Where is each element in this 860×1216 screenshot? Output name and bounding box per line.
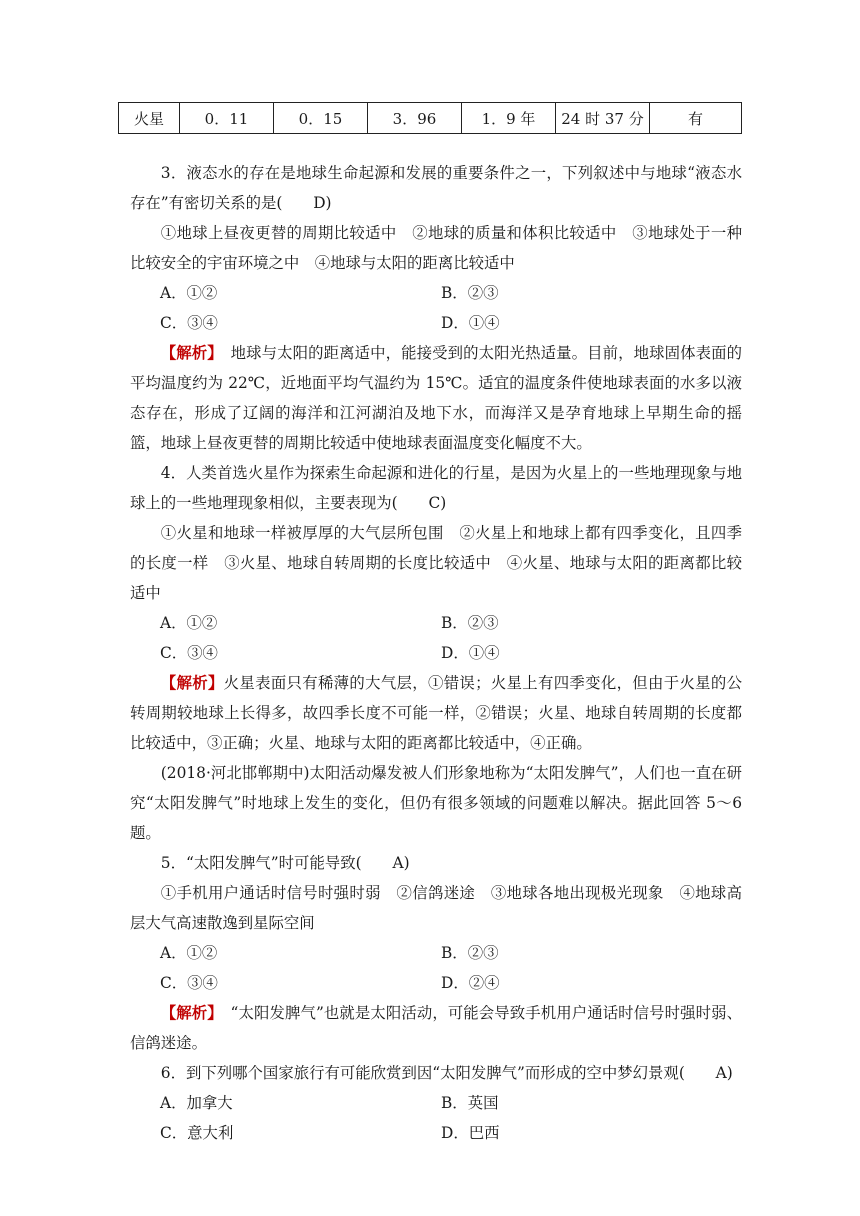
option-b: B．②③	[441, 284, 499, 302]
answer: D	[313, 194, 326, 212]
question-6-stem	[130, 1058, 742, 1088]
analysis-label: 【解析】	[160, 1004, 216, 1022]
table-cell: 1．9 年	[462, 103, 556, 134]
option-d: D．①④	[441, 644, 500, 662]
question-content	[130, 158, 742, 1148]
table-row	[119, 103, 742, 134]
question-3-analysis	[130, 338, 742, 458]
table-cell: 火星	[119, 103, 180, 134]
options-row	[130, 638, 742, 668]
answer: C	[428, 494, 441, 512]
question-3-statements: ①地球上昼夜更替的周期比较适中 ②地球的质量和体积比较适中 ③地球处于一种比较安全的宇宙环境之中 ④地球与太阳的距离比较适中	[130, 224, 742, 272]
option-d: D．巴西	[441, 1124, 500, 1142]
option-a: A．①②	[160, 944, 218, 962]
analysis-label: 【解析】	[160, 344, 216, 362]
option-c: C．意大利	[160, 1124, 234, 1142]
question-4-statements: ①火星和地球一样被厚厚的大气层所包围 ②火星上和地球上都有四季变化，且四季的长度一样 ③火星、地球自转周期的长度比较适中 ④火星、地球与太阳的距离都比较适中	[130, 524, 742, 602]
table-cell: 3．96	[368, 103, 462, 134]
table-cell: 24 时 37 分	[556, 103, 650, 134]
option-a: A．①②	[160, 614, 218, 632]
question-3-stem	[130, 158, 742, 218]
option-d: D．②④	[441, 974, 500, 992]
question-text: 3．液态水的存在是地球生命起源和发展的重要条件之一，下列叙述中与地球“液态水存在”有密切关系的是(	[130, 164, 742, 212]
table-cell: 有	[650, 103, 742, 134]
passage-intro: (2018·河北邯郸期中)太阳活动爆发被人们形象地称为“太阳发脾气”，人们也一直在研究“太阳发脾气”时地球上发生的变化，但仍有很多领域的问题难以解决。据此回答 5～6 题。	[130, 764, 742, 842]
option-d: D．①④	[441, 314, 500, 332]
analysis-text: “太阳发脾气”也就是太阳活动，可能会导致手机用户通话时信号时强时弱、信鸽迷途。	[130, 1004, 742, 1052]
options-row	[130, 1118, 742, 1148]
question-text: 5．“太阳发脾气”时可能导致(	[160, 854, 362, 872]
options-row	[130, 1088, 742, 1118]
question-4-stem	[130, 458, 742, 518]
options-row	[130, 938, 742, 968]
answer: A	[392, 854, 404, 872]
planet-data-table	[118, 102, 742, 134]
question-text-end: )	[325, 194, 332, 212]
option-a: A．①②	[160, 284, 218, 302]
table-cell: 0．11	[180, 103, 274, 134]
options-row	[130, 968, 742, 998]
option-b: B．英国	[441, 1094, 499, 1112]
question-4-analysis	[130, 668, 742, 758]
options-row	[130, 278, 742, 308]
question-text: 6．到下列哪个国家旅行有可能欣赏到因“太阳发脾气”而形成的空中梦幻景观(	[160, 1064, 685, 1082]
option-c: C．③④	[160, 974, 218, 992]
question-5-statements: ①手机用户通话时信号时强时弱 ②信鸽迷途 ③地球各地出现极光现象 ④地球高层大气高速散逸到星际空间	[130, 884, 742, 932]
options-row	[130, 308, 742, 338]
question-5-stem	[130, 848, 742, 878]
analysis-label: 【解析】	[160, 674, 224, 692]
question-text-end: )	[440, 494, 447, 512]
option-b: B．②③	[441, 614, 499, 632]
table-cell: 0．15	[274, 103, 368, 134]
option-c: C．③④	[160, 314, 218, 332]
answer: A	[715, 1064, 727, 1082]
analysis-text: 火星表面只有稀薄的大气层，①错误；火星上有四季变化，但由于火星的公转周期较地球上长得多，故四季长度不可能一样，②错误；火星、地球自转周期的长度都比较适中，③正确；火星、地球与太阳的距离都比较适中，④正确。	[130, 674, 742, 752]
question-text: 4．人类首选火星作为探索生命起源和进化的行星，是因为火星上的一些地理现象与地球上的一些地理现象相似，主要表现为(	[130, 464, 742, 512]
question-text-end: )	[726, 1064, 733, 1082]
option-b: B．②③	[441, 944, 499, 962]
options-row	[130, 608, 742, 638]
analysis-text: 地球与太阳的距离适中，能接受到的太阳光热适量。目前，地球固体表面的平均温度约为 22℃，近地面平均气温约为 15℃。适宜的温度条件使地球表面的水多以液态存在，形成了辽阔的海洋和江河湖泊及地下水，而海洋又是孕育地球上早期生命的摇篮，地球上昼夜更替的周期比较适中使地球表面温度变化幅度不大。	[130, 344, 742, 452]
option-a: A．加拿大	[160, 1094, 233, 1112]
option-c: C．③④	[160, 644, 218, 662]
question-text-end: )	[403, 854, 410, 872]
question-5-analysis	[130, 998, 742, 1058]
